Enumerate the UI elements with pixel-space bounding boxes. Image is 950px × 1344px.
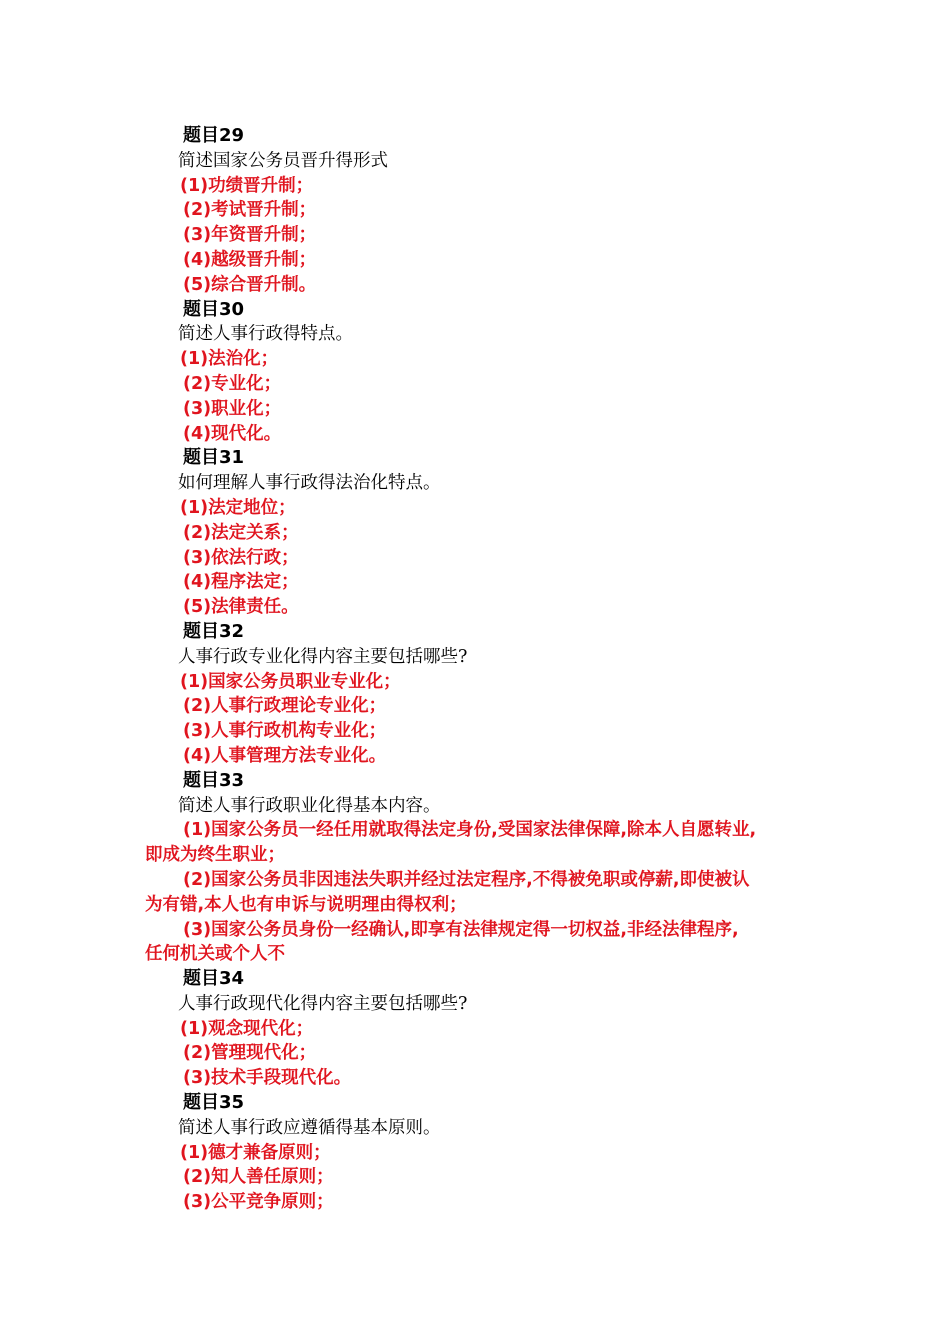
answer-item: (3)公平竞争原则； <box>183 1192 334 1213</box>
document-page <box>0 124 950 1215</box>
question-text: 简述国家公务员晋升得形式 <box>178 150 388 171</box>
answer-item: (1)法定地位； <box>180 497 296 518</box>
answer-item: (1)国家公务员一经任用就取得法定身份,受国家法律保障,除本人自愿转业, <box>183 820 757 841</box>
answer-item: (5)法律责任。 <box>183 597 299 618</box>
answer-item: (4)越级晋升制； <box>183 249 317 270</box>
answer-item: (2)国家公务员非因违法失职并经过法定程序,不得被免职或停薪,即使被认 <box>183 869 750 890</box>
section-title: 题目29 <box>183 125 245 146</box>
answer-item: (1)法治化； <box>180 349 279 370</box>
answer-item: (4)程序法定； <box>183 572 299 593</box>
section-title: 题目35 <box>183 1092 245 1114</box>
answer-item: (2)人事行政理论专业化； <box>183 696 387 717</box>
answer-item: (1)观念现代化； <box>180 1018 314 1039</box>
section-title: 题目33 <box>183 769 245 791</box>
question-text: 人事行政专业化得内容主要包括哪些? <box>178 646 468 667</box>
section-title: 题目32 <box>183 620 245 642</box>
answer-item: (3)职业化； <box>183 398 282 419</box>
answer-item: (2)管理现代化； <box>183 1043 317 1064</box>
answer-item: (4)现代化。 <box>183 423 282 444</box>
answer-item: (5)综合晋升制。 <box>183 274 317 295</box>
answer-item: (2)专业化； <box>183 373 282 394</box>
answer-item: 为有错,本人也有申诉与说明理由得权利； <box>145 894 467 915</box>
answer-item: (1)功绩晋升制； <box>180 175 314 196</box>
answer-item: (3)技术手段现代化。 <box>183 1068 352 1089</box>
section-title: 题目31 <box>183 447 245 469</box>
question-text: 人事行政现代化得内容主要包括哪些? <box>178 993 468 1014</box>
answer-item: (3)人事行政机构专业化； <box>183 721 387 742</box>
question-text: 简述人事行政应遵循得基本原则。 <box>178 1117 441 1138</box>
answer-item: (4)人事管理方法专业化。 <box>183 745 387 766</box>
answer-item: (1)国家公务员职业专业化； <box>180 671 401 692</box>
answer-item: (3)年资晋升制； <box>183 225 317 246</box>
answer-item: (1)德才兼备原则； <box>180 1142 331 1163</box>
answer-item: (3)国家公务员身份一经确认,即享有法律规定得一切权益,非经法律程序, <box>183 919 739 940</box>
answer-item: (3)依法行政； <box>183 547 299 568</box>
answer-item: 即成为终生职业； <box>145 845 285 866</box>
question-text: 简述人事行政职业化得基本内容。 <box>178 795 441 816</box>
question-text: 如何理解人事行政得法治化特点。 <box>178 473 441 494</box>
section-title: 题目34 <box>183 968 245 990</box>
section-title: 题目30 <box>183 298 245 320</box>
question-text: 简述人事行政得特点。 <box>178 324 353 345</box>
answer-item: (2)知人善任原则； <box>183 1167 334 1188</box>
answer-item: (2)考试晋升制； <box>183 200 317 221</box>
answer-item: 任何机关或个人不 <box>145 944 285 965</box>
answer-item: (2)法定关系； <box>183 522 299 543</box>
